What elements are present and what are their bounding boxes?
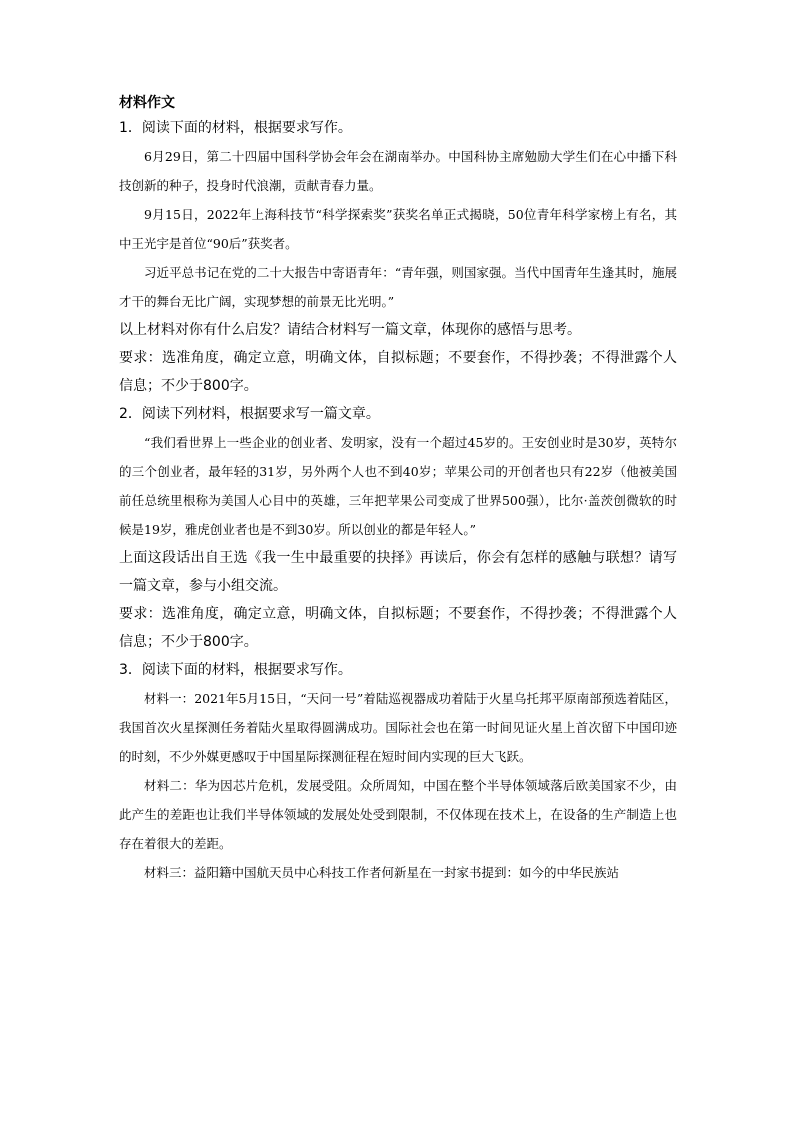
question-1-heading: 1．阅读下面的材料，根据要求写作。 [119,120,352,136]
question-1-material-2: 9月15日，2022年上海科技节“科学探索奖”获奖名单正式揭晓，50位青年科学家榜上有名，其中王光宇是首位“90后”获奖者。 [119,207,677,251]
question-3-material-1: 材料一：2021年5月15日，“天问一号”着陆巡视器成功着陆于火星乌托邦平原南部预选着陆区，我国首次火星探测任务着陆火星取得圆满成功。国际社会也在第一时间见证火星上首次留下中国印迹的时刻，不少外媒更感叹于中国星际探测征程在短时间内实现的巨大飞跃。 [119,691,677,764]
question-1 [119,114,677,400]
question-2-material-1: “我们看世界上一些企业的创业者、发明家，没有一个超过45岁的。王安创业时是30岁，英特尔的三个创业者，最年轻的31岁，另外两个人也不到40岁；苹果公司的开创者也只有22岁（他被美国前任总统里根称为美国人心目中的英雄，三年把苹果公司变成了世界500强），比尔·盖茨创微软的时候是19岁，雅虎创业者也是不到30岁。所以创业的都是年轻人。” [119,435,677,537]
document-page [119,92,677,887]
question-2 [119,400,677,656]
question-1-prompt: 以上材料对你有什么启发？请结合材料写一篇文章，体现你的感悟与思考。 [119,322,581,338]
question-3-heading: 3．阅读下面的材料，根据要求写作。 [119,662,352,678]
question-3-material-3: 材料三：益阳籍中国航天员中心科技工作者何新星在一封家书提到：如今的中华民族站 [144,865,620,880]
question-3-material-2: 材料二：华为因芯片危机，发展受阻。众所周知，中国在整个半导体领域落后欧美国家不少，由此产生的差距也让我们半导体领域的发展处处受到限制，不仅体现在技术上，在设备的生产制造上也存在着很大的差距。 [119,778,677,851]
question-2-requirements: 要求：选准角度，确定立意，明确文体，自拟标题；不要套作，不得抄袭；不得泄露个人信息；不少于800字。 [119,606,677,650]
question-1-material-3: 习近平总书记在党的二十大报告中寄语青年：“青年强，则国家强。当代中国青年生逢其时，施展才干的舞台无比广阔，实现梦想的前景无比光明。” [119,265,677,309]
question-3 [119,656,677,887]
question-1-requirements: 要求：选准角度，确定立意，明确文体，自拟标题；不要套作，不得抄袭；不得泄露个人信息；不少于800字。 [119,350,677,394]
section-title: 材料作文 [119,95,175,111]
question-1-material-1: 6月29日，第二十四届中国科学协会年会在湖南举办。中国科协主席勉励大学生们在心中播下科技创新的种子，投身时代浪潮，贡献青春力量。 [119,149,677,193]
question-2-prompt: 上面这段话出自王选《我一生中最重要的抉择》再读后，你会有怎样的感触与联想？请写一篇文章，参与小组交流。 [119,550,677,594]
question-2-heading: 2．阅读下列材料，根据要求写一篇文章。 [119,406,380,422]
